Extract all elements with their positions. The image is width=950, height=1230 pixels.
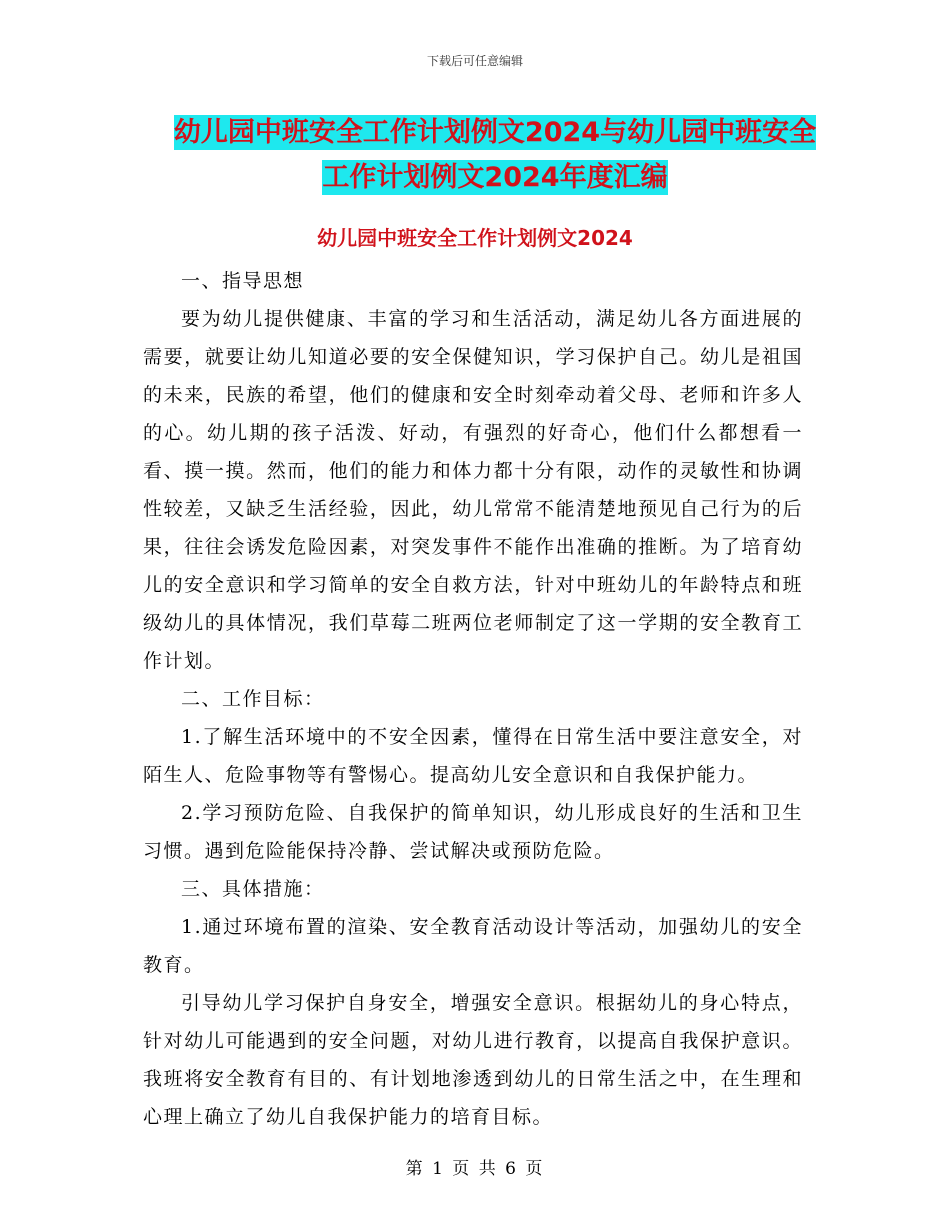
heading-work-goals: 二、工作目标： [181,688,325,710]
page-number: 第 1 页 共 6 页 [405,1159,545,1179]
header-note: 下载后可任意编辑 [426,54,523,68]
title-line-2: 工作计划例文2024年度汇编 [322,162,668,193]
goal-item-1: 1.了解生活环境中的不安全因素，懂得在日常生活中要注意安全，对陌生人、危险事物等有警惕心。提高幼儿安全意识和自我保护能力。 [143,726,803,786]
title-line-1: 幼儿园中班安全工作计划例文2024与幼儿园中班安全 [173,117,817,148]
measure-item-1: 1.通过环境布置的渲染、安全教育活动设计等活动，加强幼儿的安全教育。 [143,916,803,976]
heading-measures: 三、具体措施： [181,878,325,900]
goal-item-2: 2.学习预防危险、自我保护的简单知识，幼儿形成良好的生活和卫生习惯。遇到危险能保持冷静、尝试解决或预防危险。 [143,802,803,862]
document-title [140,110,850,200]
heading-guiding-ideology: 一、指导思想 [181,270,305,292]
section-title: 幼儿园中班安全工作计划例文2024 [317,226,633,250]
document-body [143,268,803,1136]
paragraph-guiding-ideology: 要为幼儿提供健康、丰富的学习和生活活动，满足幼儿各方面进展的需要，就要让幼儿知道必要的安全保健知识，学习保护自己。幼儿是祖国的未来，民族的希望，他们的健康和安全时刻牵动着父母、老师和许多人的心。幼儿期的孩子活泼、好动，有强烈的好奇心，他们什么都想看一看、摸一摸。然而，他们的能力和体力都十分有限，动作的灵敏性和协调性较差，又缺乏生活经验，因此，幼儿常常不能清楚地预见自己行为的后果，往往会诱发危险因素，对突发事件不能作出准确的推断。为了培育幼儿的安全意识和学习简单的安全自救方法，针对中班幼儿的年龄特点和班级幼儿的具体情况，我们草莓二班两位老师制定了这一学期的安全教育工作计划。 [143,308,803,672]
paragraph-measure-detail: 引导幼儿学习保护自身安全，增强安全意识。根据幼儿的身心特点，针对幼儿可能遇到的安全问题，对幼儿进行教育，以提高自我保护意识。我班将安全教育有目的、有计划地渗透到幼儿的日常生活之中，在生理和心理上确立了幼儿自我保护能力的培育目标。 [143,992,803,1128]
